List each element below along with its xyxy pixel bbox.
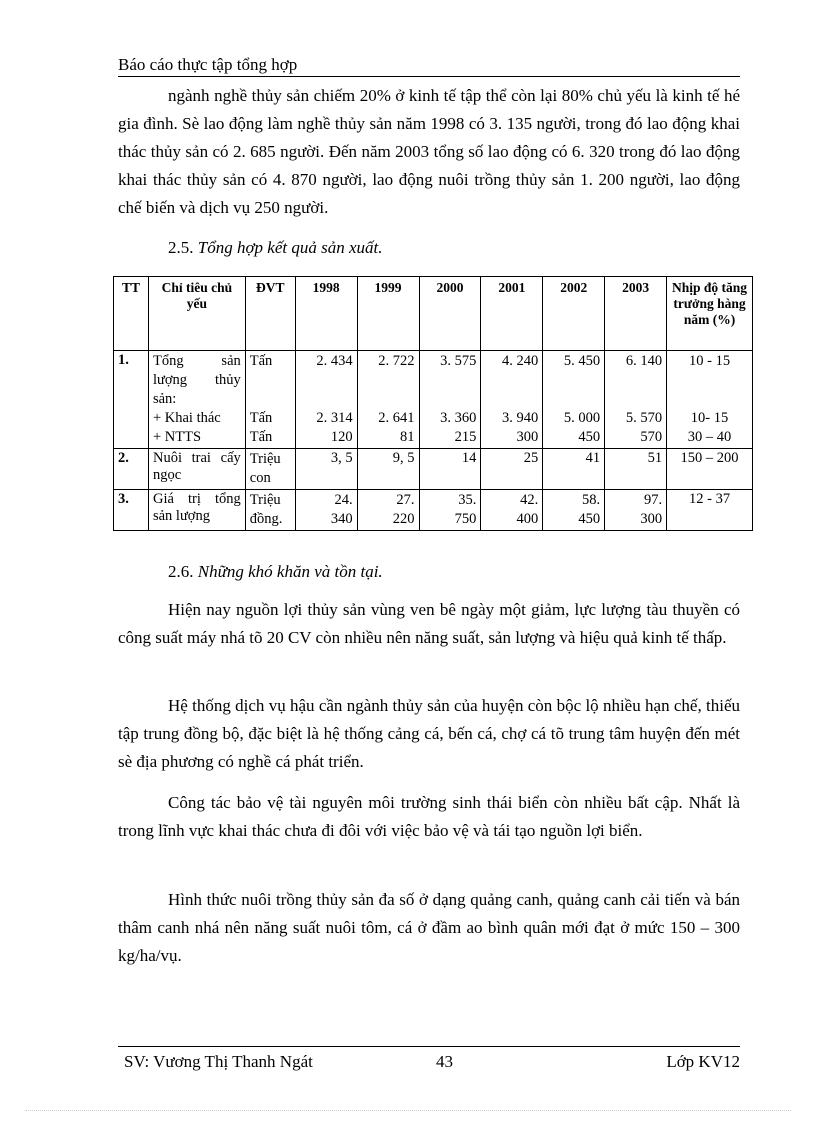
page-footer <box>118 1046 740 1077</box>
value-cell: 3. 575 3. 360 215 <box>419 351 481 449</box>
row-number: 3. <box>114 490 149 531</box>
table-row <box>114 351 753 449</box>
value-cell: 27. 220 <box>357 490 419 531</box>
value-cell: 6. 140 5. 570 570 <box>605 351 667 449</box>
col-header: Nhịp độ tăng trưởng hàng năm (%) <box>667 277 753 351</box>
section-2-6-title: Những khó khăn và tồn tại. <box>197 562 383 581</box>
growth-cell: 12 - 37 <box>667 490 753 531</box>
col-header: 2002 <box>543 277 605 351</box>
value-cell: 35. 750 <box>419 490 481 531</box>
row-item: Nuôi trai cấy ngọc <box>148 449 245 490</box>
value-cell: 24. 340 <box>295 490 357 531</box>
col-header: 2003 <box>605 277 667 351</box>
page-number: 43 <box>436 1052 453 1071</box>
value-cell: 58. 450 <box>543 490 605 531</box>
header-title: Báo cáo thực tập tổng hợp <box>118 55 298 74</box>
value-cell: 25 <box>481 449 543 490</box>
page-bottom-divider <box>25 1110 791 1111</box>
col-header: 1998 <box>295 277 357 351</box>
footer-class: Lớp KV12 <box>666 1052 740 1071</box>
value-cell: 2. 722 2. 641 81 <box>357 351 419 449</box>
section-2-5-heading: 2.5. Tổng hợp kết quả sản xuất. <box>168 238 383 257</box>
value-cell: 5. 450 5. 000 450 <box>543 351 605 449</box>
col-header: 2000 <box>419 277 481 351</box>
growth-cell: 10 - 15 10- 15 30 – 40 <box>667 351 753 449</box>
growth-cell: 150 – 200 <box>667 449 753 490</box>
row-number: 2. <box>114 449 149 490</box>
row-item: Giá trị tổng sản lượng <box>148 490 245 531</box>
section-2-5-title: Tổng hợp kết quả sản xuất. <box>197 238 383 257</box>
col-header: ĐVT <box>245 277 295 351</box>
col-header: TT <box>114 277 149 351</box>
table-row <box>114 449 753 490</box>
value-cell: 2. 434 2. 314 120 <box>295 351 357 449</box>
value-cell: 4. 240 3. 940 300 <box>481 351 543 449</box>
value-cell: 51 <box>605 449 667 490</box>
value-cell: 9, 5 <box>357 449 419 490</box>
footer-student: SV: Vương Thị Thanh Ngát <box>124 1052 313 1071</box>
paragraph-3: Hệ thống dịch vụ hậu cần ngành thủy sản của huyện còn bộc lộ nhiều hạn chế, thiếu tập trung đồng bộ, đặc biệt là hệ thống cảng cá, bến cá, chợ cá tõ trung tâm huyện đến mét sè địa phương có nghề cá phát triển. <box>118 696 740 771</box>
col-header: 2001 <box>481 277 543 351</box>
col-header: Chỉ tiêu chủ yếu <box>148 277 245 351</box>
row-unit: Tấn Tấn Tấn <box>245 351 295 449</box>
col-header: 1999 <box>357 277 419 351</box>
paragraph-2: Hiện nay nguồn lợi thủy sản vùng ven bê ngày một giảm, lực lượng tàu thuyền có công suất máy nhá tõ 20 CV còn nhiều nên năng suất, sản lượng và hiệu quả kinh tế thấp. <box>118 600 740 647</box>
value-cell: 97. 300 <box>605 490 667 531</box>
row-number: 1. <box>114 351 149 449</box>
page-header <box>118 54 740 77</box>
row-unit: Triệu con <box>245 449 295 490</box>
table-row <box>114 490 753 531</box>
value-cell: 14 <box>419 449 481 490</box>
value-cell: 3, 5 <box>295 449 357 490</box>
production-results-table <box>113 276 753 531</box>
paragraph-5: Hình thức nuôi trồng thủy sản đa số ở dạng quảng canh, quảng canh cải tiến và bán thâm canh nhá nên năng suất nuôi tôm, cá ở đầm ao bình quân mới đạt ở mức 150 – 300 kg/ha/vụ. <box>118 890 740 965</box>
paragraph-4: Công tác bảo vệ tài nguyên môi trường sinh thái biển còn nhiều bất cập. Nhất là trong lĩnh vực khai thác chưa đi đôi với việc bảo vệ và tái tạo nguồn lợi biển. <box>118 793 740 840</box>
table-header-row <box>114 277 753 351</box>
value-cell: 41 <box>543 449 605 490</box>
section-2-6-heading: 2.6. Những khó khăn và tồn tại. <box>168 562 383 581</box>
value-cell: 42. 400 <box>481 490 543 531</box>
row-item: Tổng sản lượng thủy sản: + Khai thác + NTTS <box>148 351 245 449</box>
row-unit: Triệu đồng. <box>245 490 295 531</box>
paragraph-1: ngành nghề thủy sản chiếm 20% ở kinh tế tập thể còn lại 80% chủ yếu là kinh tế hé gia đình. Sè lao động làm nghề thủy sản năm 1998 có 3. 135 người, trong đó lao động khai thác thủy sản có 2. 685 người. Đến năm 2003 tổng số lao động có 6. 320 trong đó lao động khai thác thủy sản có 4. 870 người, lao động nuôi trồng thủy sản 1. 200 người, lao động chế biến và dịch vụ 250 người. <box>118 86 740 217</box>
